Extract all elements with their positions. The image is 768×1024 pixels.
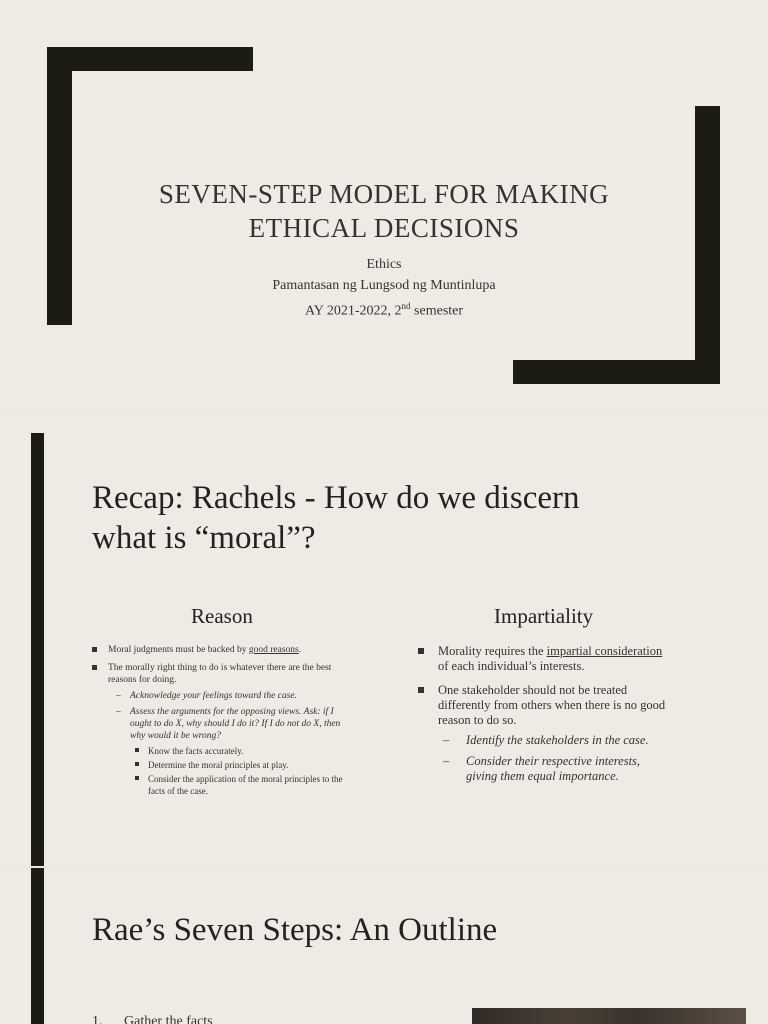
list-item: One stakeholder should not be treated differently from others when there is no good reason to do so. – Identify the stakeholders in the case. – Consider their respective interests, giving them equal importance. bbox=[418, 683, 668, 784]
frame-bottom-right-vertical bbox=[695, 106, 720, 384]
reason-subsublist bbox=[130, 745, 352, 797]
list-item: Determine the moral principles at play. bbox=[130, 759, 352, 771]
frame-bottom-right-horizontal bbox=[513, 360, 720, 384]
slide-photo bbox=[472, 1008, 746, 1024]
slide-subtitle bbox=[0, 254, 768, 322]
reason-sublist bbox=[108, 690, 352, 797]
course-name: Ethics bbox=[366, 257, 402, 272]
step-number: 1. bbox=[92, 1014, 103, 1024]
outline-step bbox=[92, 1014, 213, 1024]
frame-top-left-horizontal bbox=[47, 47, 253, 71]
bullet-square-icon bbox=[92, 647, 97, 652]
dash-bullet: – bbox=[443, 754, 450, 768]
dash-bullet: – bbox=[116, 691, 121, 701]
impartiality-heading: Impartiality bbox=[494, 604, 594, 628]
bullet-square-icon bbox=[92, 665, 97, 670]
slide-title: SEVEN-STEP MODEL FOR MAKING ETHICAL DECISIONS bbox=[158, 179, 610, 243]
academic-term: AY 2021-2022, 2nd semester bbox=[304, 301, 464, 319]
step-label: Gather the facts bbox=[124, 1014, 213, 1024]
reason-list bbox=[92, 644, 352, 803]
outline-slide bbox=[0, 868, 768, 1024]
bullet-square-icon bbox=[418, 687, 424, 693]
dash-bullet: – bbox=[443, 733, 450, 747]
list-item: The morally right thing to do is whatever there are the best reasons for doing. – Acknowledge your feelings toward the case. – Assess the arguments for the opposing views. Ask: if I ought to do X, why should I do it? If I do not do X, then why would it be wrong? Know the facts accurately. Determine the moral principles at play. Consider the application of the moral principles to the facts of the case. bbox=[92, 662, 352, 797]
left-accent-bar bbox=[31, 868, 44, 1024]
impartiality-sublist bbox=[438, 733, 668, 784]
bullet-square-icon bbox=[418, 648, 424, 654]
impartiality-list bbox=[418, 644, 668, 793]
slide-title: Recap: Rachels - How do we discern what is “moral”? bbox=[92, 480, 580, 556]
list-item: – Identify the stakeholders in the case. bbox=[443, 733, 649, 747]
list-item: – Consider their respective interests, giving them equal importance. bbox=[443, 754, 641, 783]
title-slide bbox=[0, 0, 768, 410]
reason-heading: Reason bbox=[191, 604, 253, 628]
slide-title: Rae’s Seven Steps: An Outline bbox=[92, 912, 498, 948]
bullet-square-icon bbox=[135, 762, 139, 766]
bullet-square-icon bbox=[135, 776, 139, 780]
list-item: Morality requires the impartial consideration of each individual’s interests. bbox=[418, 644, 668, 674]
list-item: Know the facts accurately. bbox=[130, 745, 352, 757]
list-item: Moral judgments must be backed by good reasons. bbox=[92, 644, 352, 656]
list-item: Consider the application of the moral principles to the facts of the case. bbox=[130, 773, 352, 797]
list-item: – Acknowledge your feelings toward the case. bbox=[116, 691, 297, 701]
list-item: – Assess the arguments for the opposing views. Ask: if I ought to do X, why should I do it? If I do not do X, then why would it be wrong? Know the facts accurately. Determine the moral principles at play. Consider the application of the moral principles to the facts of the case. bbox=[108, 706, 352, 797]
recap-slide bbox=[0, 412, 768, 866]
institution-name: Pamantasan ng Lungsod ng Muntinlupa bbox=[272, 278, 496, 293]
left-accent-bar bbox=[31, 433, 44, 866]
dash-bullet: – bbox=[116, 707, 121, 717]
bullet-square-icon bbox=[135, 748, 139, 752]
